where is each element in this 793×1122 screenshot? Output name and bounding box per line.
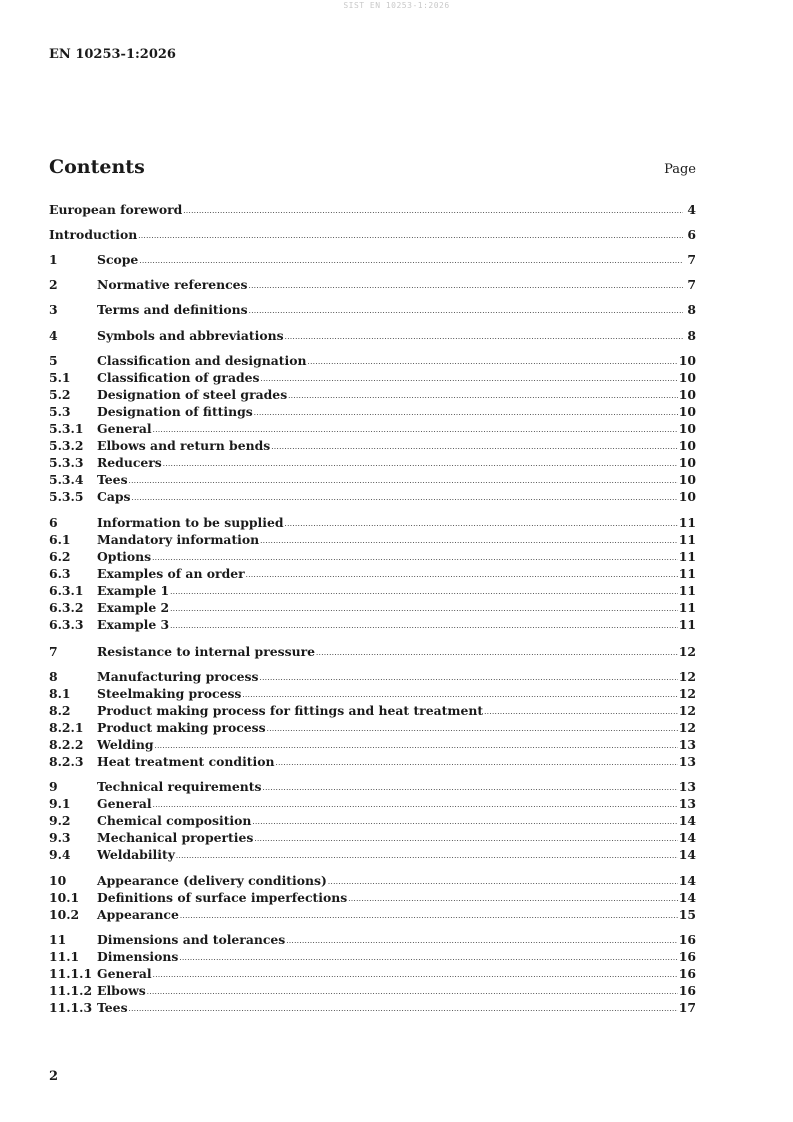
toc-entry[interactable]	[49, 795, 696, 812]
toc-entry-title: Terms and definitions	[97, 302, 248, 317]
toc-entry[interactable]	[49, 420, 696, 437]
toc-entry-number: 5.3.1	[49, 421, 84, 436]
toc-entry-number: 9.1	[49, 796, 71, 811]
toc-entry-page: 11	[678, 532, 696, 547]
toc-entry-title: Designation of steel grades	[97, 387, 288, 402]
toc-entry-title: Product making process	[97, 720, 266, 735]
toc-entry[interactable]	[49, 965, 696, 982]
toc-entry[interactable]	[49, 327, 696, 344]
toc-entry[interactable]	[49, 454, 696, 471]
toc-entry[interactable]	[49, 369, 696, 386]
toc-entry-number: 8.2	[49, 703, 71, 718]
toc-entry-number: 11.1.3	[49, 1000, 93, 1015]
toc-entry-number: 1	[49, 252, 58, 267]
toc-entry-number: 9.3	[49, 830, 71, 845]
toc-entry[interactable]	[49, 403, 696, 420]
toc-entry-title: Manufacturing process	[97, 669, 259, 684]
toc-dot-leader	[176, 848, 678, 865]
toc-entry-page: 16	[678, 966, 696, 981]
toc-entry-page: 16	[678, 949, 696, 964]
toc-entry-title: Appearance	[97, 907, 179, 922]
toc-entry-page: 13	[678, 796, 696, 811]
toc-entry-number: 9	[49, 779, 58, 794]
toc-entry-title: Designation of fittings	[97, 404, 253, 419]
document-id: EN 10253-1:2026	[49, 47, 176, 62]
toc-dot-leader	[129, 1001, 678, 1018]
toc-entry-page: 10	[678, 404, 696, 419]
toc-entry-title: Classification and designation	[97, 353, 307, 368]
toc-entry-number: 5	[49, 353, 58, 368]
toc-entry-page: 17	[678, 1000, 696, 1015]
toc-entry-title: Reducers	[97, 455, 162, 470]
toc-entry[interactable]	[49, 931, 696, 948]
toc-entry-page: 16	[678, 983, 696, 998]
toc-entry[interactable]	[49, 471, 696, 488]
toc-entry-page: 13	[678, 779, 696, 794]
toc-entry-title: Dimensions	[97, 949, 179, 964]
toc-dot-leader	[285, 329, 683, 346]
toc-entry[interactable]	[49, 386, 696, 403]
toc-entry-page: 14	[678, 847, 696, 862]
toc-entry-page: 10	[678, 421, 696, 436]
toc-dot-leader	[275, 755, 677, 772]
toc-entry-number: 5.3	[49, 404, 71, 419]
toc-entry-number: 4	[49, 328, 58, 343]
toc-entry-title: Classification of grades	[97, 370, 260, 385]
toc-entry[interactable]	[49, 599, 696, 616]
toc-entry-page: 11	[678, 566, 696, 581]
toc-entry[interactable]	[49, 488, 696, 505]
toc-entry-number: 5.3.4	[49, 472, 84, 487]
toc-entry[interactable]	[49, 889, 696, 906]
toc-entry-title: Normative references	[97, 277, 248, 292]
toc-entry-number: 8.2.3	[49, 754, 84, 769]
toc-entry-title: Definitions of surface imperfections	[97, 890, 348, 905]
toc-entry-number: 5.1	[49, 370, 71, 385]
contents-title: Contents	[49, 156, 145, 178]
toc-entry-number: 6.3.2	[49, 600, 84, 615]
toc-entry[interactable]	[49, 668, 696, 685]
toc-entry-title: General	[97, 966, 152, 981]
toc-entry-page: 10	[678, 353, 696, 368]
toc-entry-number: 11.1.2	[49, 983, 93, 998]
toc-entry-page: 11	[678, 617, 696, 632]
toc-entry[interactable]	[49, 719, 696, 736]
toc-entry-page: 11	[678, 549, 696, 564]
toc-dot-leader	[170, 618, 678, 635]
toc-entry-page: 11	[678, 515, 696, 530]
toc-dot-leader	[138, 228, 683, 245]
toc-entry[interactable]	[49, 251, 696, 268]
toc-entry-page: 4	[687, 202, 696, 217]
toc-entry-title: General	[97, 421, 152, 436]
toc-entry[interactable]	[49, 906, 696, 923]
toc-entry-page: 8	[687, 328, 696, 343]
toc-entry-page: 7	[687, 277, 696, 292]
toc-entry[interactable]	[49, 778, 696, 795]
toc-entry-title: Tees	[97, 472, 128, 487]
toc-entry-number: 9.4	[49, 847, 71, 862]
toc-entry[interactable]	[49, 437, 696, 454]
toc-dot-leader	[139, 253, 683, 270]
watermark: SIST EN 10253-1:2026	[343, 1, 450, 10]
toc-entry[interactable]	[49, 736, 696, 753]
toc-entry[interactable]	[49, 702, 696, 719]
toc-dot-leader	[183, 203, 683, 220]
toc-entry-number: 11	[49, 932, 67, 947]
toc-entry-title: Examples of an order	[97, 566, 245, 581]
toc-entry-title: Resistance to internal pressure	[97, 644, 315, 659]
toc-entry-number: 6.3.1	[49, 583, 84, 598]
toc-entry-page: 10	[678, 387, 696, 402]
toc-entry-number: 9.2	[49, 813, 71, 828]
toc-dot-leader	[180, 908, 678, 925]
toc-entry-number: 6.3	[49, 566, 71, 581]
toc-entry-page: 14	[678, 813, 696, 828]
toc-entry-page: 14	[678, 890, 696, 905]
toc-entry-page: 10	[678, 472, 696, 487]
toc-entry-title: Product making process for fittings and heat treatment	[97, 703, 484, 718]
toc-entry-title: Mechanical properties	[97, 830, 254, 845]
toc-dot-leader	[249, 278, 683, 295]
toc-entry-title: Introduction	[49, 227, 138, 242]
toc-entry-number: 3	[49, 302, 58, 317]
toc-entry-number: 10.1	[49, 890, 80, 905]
page-column-label: Page	[664, 162, 696, 177]
toc-entry-title: Example 2	[97, 600, 170, 615]
toc-entry-number: 8.2.2	[49, 737, 84, 752]
toc-entry[interactable]	[49, 565, 696, 582]
toc-entry-title: Symbols and abbreviations	[97, 328, 284, 343]
toc-entry-number: 8.1	[49, 686, 71, 701]
toc-entry-number: 6	[49, 515, 58, 530]
toc-entry-title: Technical requirements	[97, 779, 262, 794]
toc-entry-number: 6.2	[49, 549, 71, 564]
toc-entry-title: Welding	[97, 737, 154, 752]
toc-entry[interactable]	[49, 999, 696, 1016]
toc-entry[interactable]	[49, 582, 696, 599]
toc-entry-title: Tees	[97, 1000, 128, 1015]
toc-entry-title: Example 1	[97, 583, 170, 598]
footer-page-number: 2	[49, 1069, 59, 1084]
toc-entry-page: 12	[678, 686, 696, 701]
toc-entry-title: Elbows and return bends	[97, 438, 271, 453]
toc-entry-number: 2	[49, 277, 58, 292]
toc-entry-number: 5.2	[49, 387, 71, 402]
toc-entry[interactable]	[49, 643, 696, 660]
toc-entry-page: 7	[687, 252, 696, 267]
toc-entry[interactable]	[49, 872, 696, 889]
toc-entry-title: Scope	[97, 252, 139, 267]
toc-entry-number: 8	[49, 669, 58, 684]
toc-entry-title: Chemical composition	[97, 813, 252, 828]
toc-entry[interactable]	[49, 948, 696, 965]
toc-entry-page: 12	[678, 703, 696, 718]
toc-entry[interactable]	[49, 829, 696, 846]
toc-entry[interactable]	[49, 276, 696, 293]
toc-entry-page: 13	[678, 737, 696, 752]
toc-entry[interactable]	[49, 982, 696, 999]
toc-entry-number: 6.1	[49, 532, 71, 547]
toc-entry[interactable]	[49, 301, 696, 318]
toc-entry-number: 5.3.2	[49, 438, 84, 453]
toc-entry[interactable]	[49, 352, 696, 369]
toc-entry-page: 10	[678, 438, 696, 453]
toc-entry-number: 7	[49, 644, 58, 659]
toc-entry-number: 11.1.1	[49, 966, 93, 981]
toc-entry-page: 13	[678, 754, 696, 769]
toc-entry[interactable]	[49, 548, 696, 565]
toc-entry-page: 12	[678, 669, 696, 684]
toc-entry-title: Dimensions and tolerances	[97, 932, 286, 947]
toc-dot-leader	[249, 303, 683, 320]
toc-entry-number: 5.3.3	[49, 455, 84, 470]
toc-entry[interactable]	[49, 201, 696, 218]
toc-entry-page: 12	[678, 720, 696, 735]
toc-entry-title: Mandatory information	[97, 532, 260, 547]
toc-entry-page: 11	[678, 583, 696, 598]
toc-entry-title: Example 3	[97, 617, 170, 632]
toc-entry[interactable]	[49, 531, 696, 548]
toc-entry[interactable]	[49, 226, 696, 243]
toc-dot-leader	[132, 490, 678, 507]
toc-entry-number: 10.2	[49, 907, 80, 922]
toc-entry[interactable]	[49, 616, 696, 633]
toc-dot-leader	[316, 645, 678, 662]
toc-entry-page: 10	[678, 489, 696, 504]
toc-entry[interactable]	[49, 812, 696, 829]
toc-entry-title: Elbows	[97, 983, 146, 998]
toc-entry[interactable]	[49, 685, 696, 702]
toc-entry-title: Options	[97, 549, 152, 564]
toc-entry-page: 6	[687, 227, 696, 242]
toc-entry-title: European foreword	[49, 202, 183, 217]
toc-entry-title: Information to be supplied	[97, 515, 284, 530]
toc-entry-number: 5.3.5	[49, 489, 84, 504]
toc-entry-page: 15	[678, 907, 696, 922]
toc-entry-title: Steelmaking process	[97, 686, 242, 701]
toc-entry-page: 14	[678, 873, 696, 888]
toc-entry[interactable]	[49, 846, 696, 863]
toc-entry-number: 10	[49, 873, 67, 888]
toc-entry-page: 8	[687, 302, 696, 317]
toc-entry[interactable]	[49, 753, 696, 770]
toc-entry-page: 10	[678, 370, 696, 385]
toc-entry-title: Appearance (delivery conditions)	[97, 873, 327, 888]
toc-entry-page: 16	[678, 932, 696, 947]
toc-entry-title: Heat treatment condition	[97, 754, 275, 769]
toc-entry-page: 11	[678, 600, 696, 615]
toc-entry-page: 10	[678, 455, 696, 470]
toc-entry-number: 8.2.1	[49, 720, 84, 735]
toc-entry-page: 14	[678, 830, 696, 845]
toc-entry[interactable]	[49, 514, 696, 531]
toc-entry-page: 12	[678, 644, 696, 659]
toc-entry-number: 11.1	[49, 949, 80, 964]
toc-entry-number: 6.3.3	[49, 617, 84, 632]
toc-entry-title: Caps	[97, 489, 131, 504]
toc-entry-title: General	[97, 796, 152, 811]
toc-entry-title: Weldability	[97, 847, 175, 862]
